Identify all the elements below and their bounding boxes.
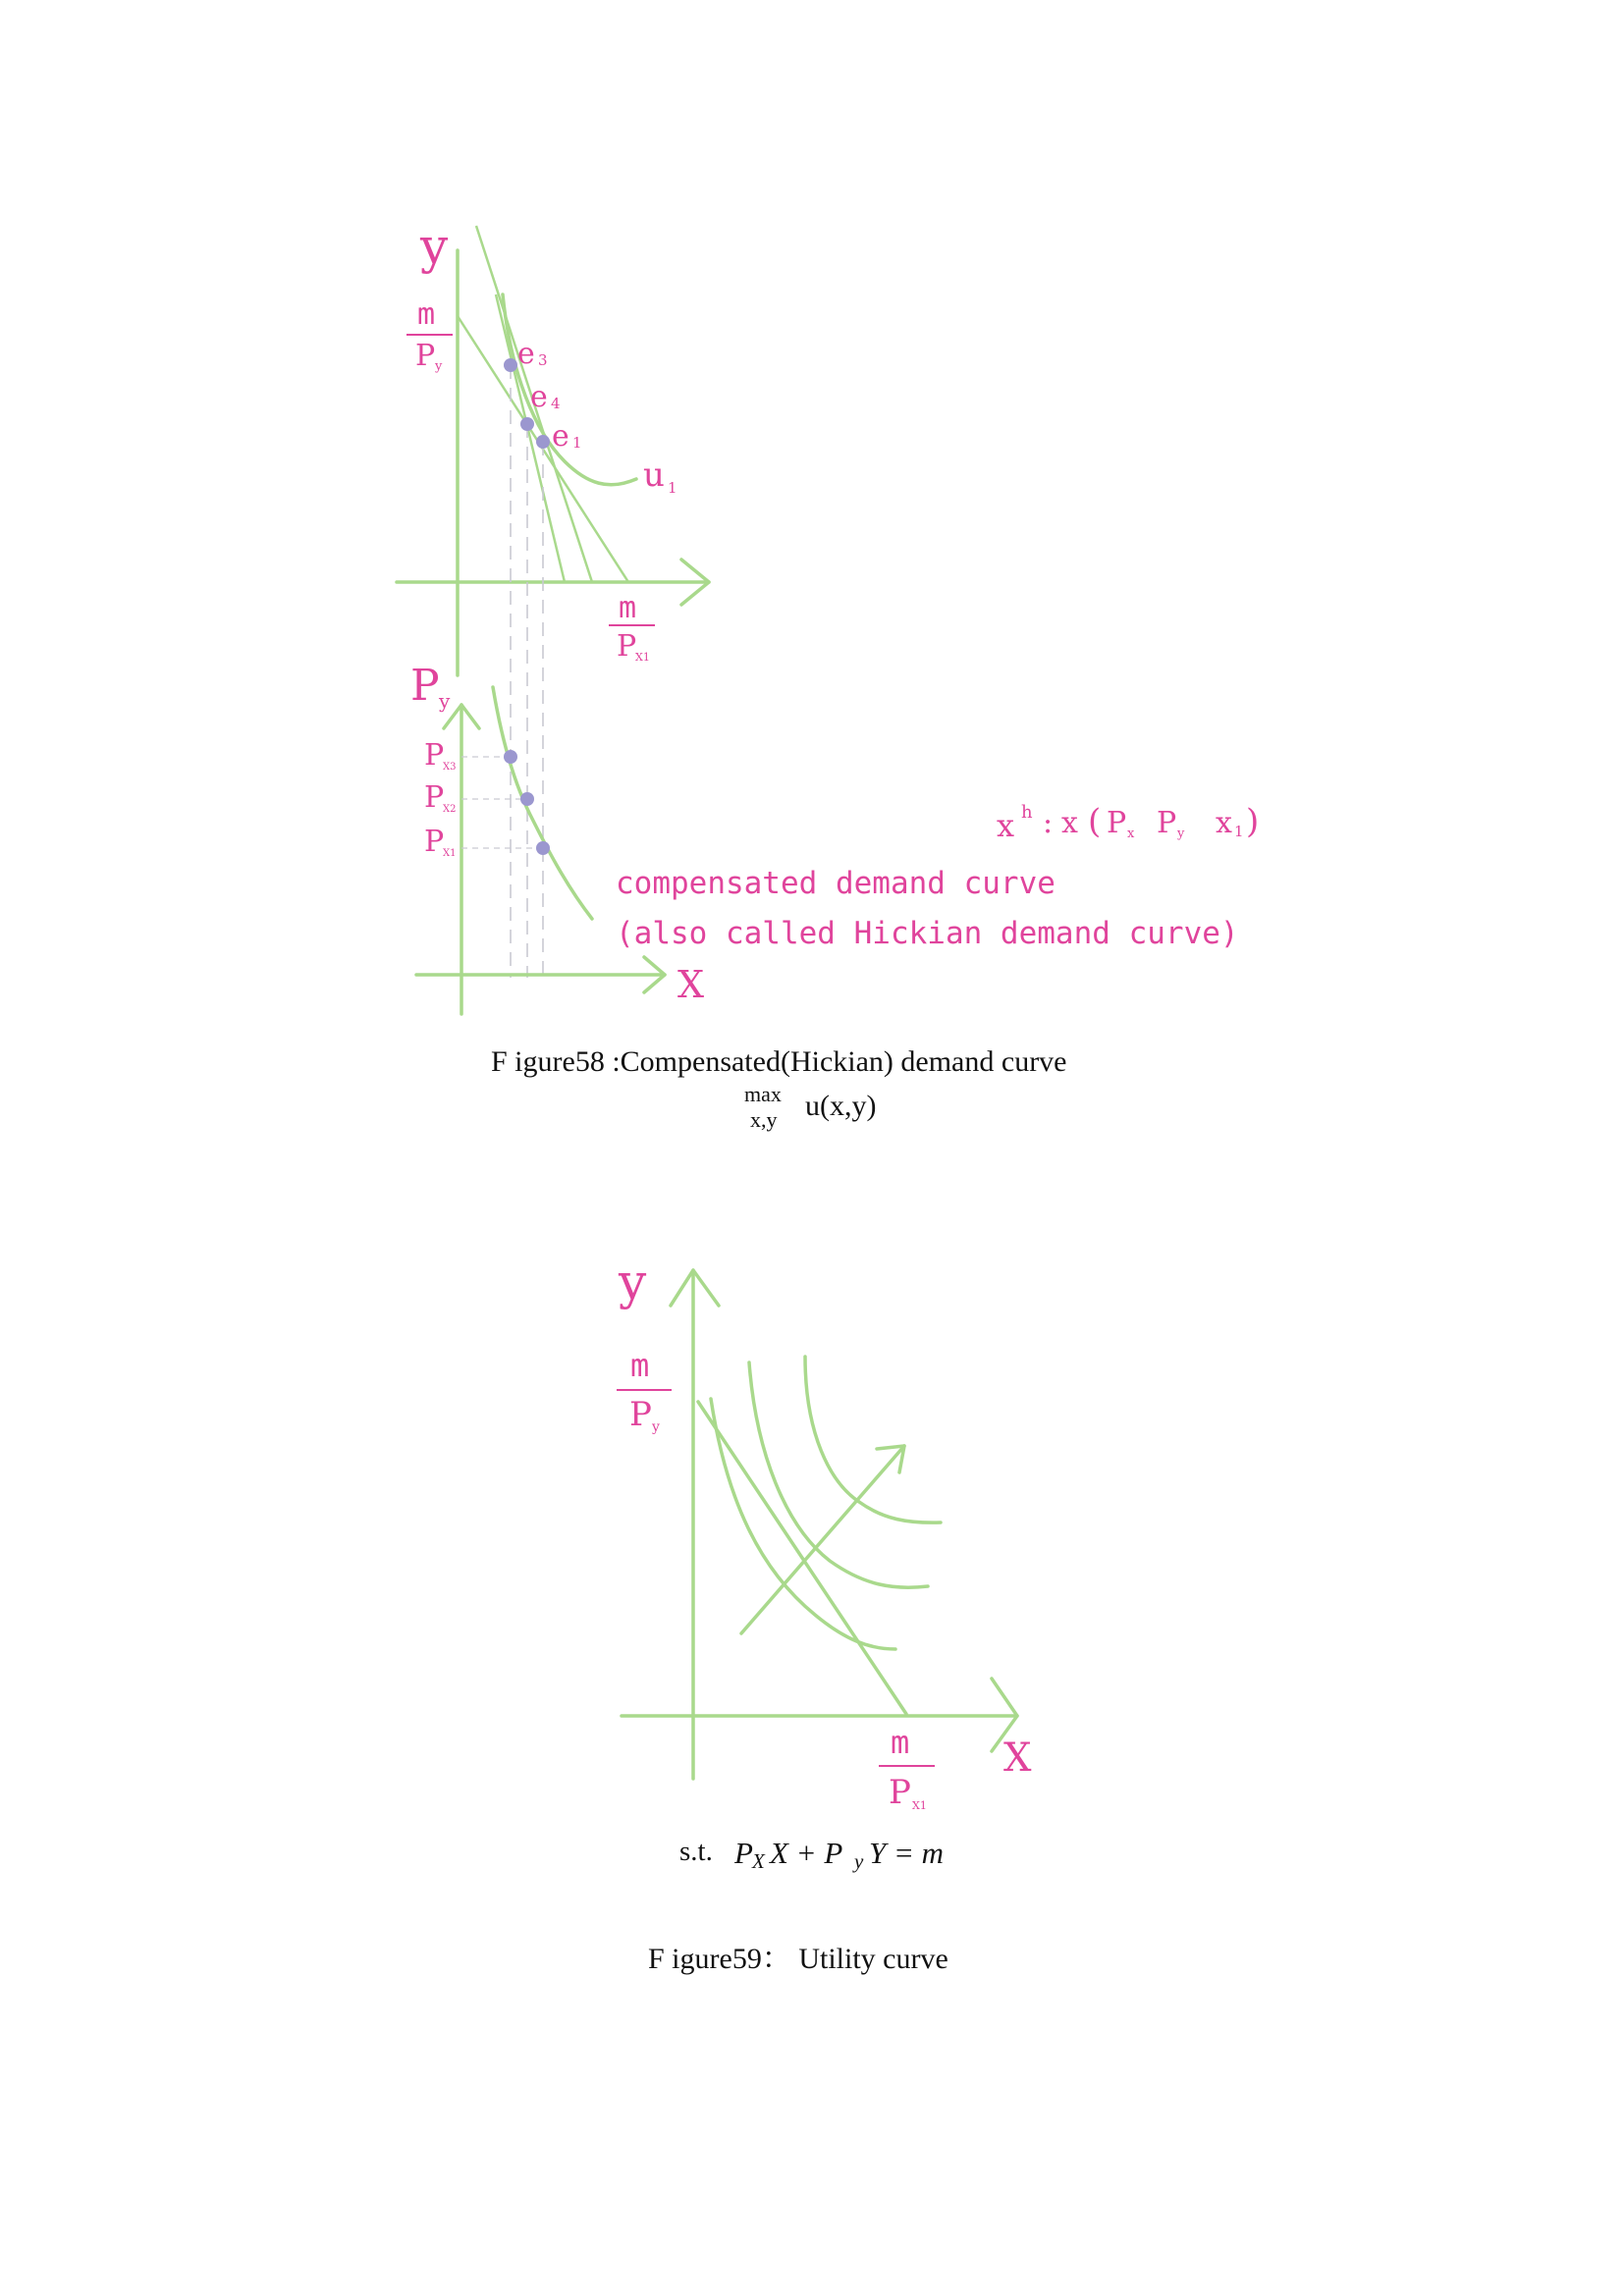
fig59-expansion-arrow [741,1446,904,1633]
fig58-px3-sub: X3 [443,762,457,773]
fig58-demand-point-3 [536,841,550,855]
utility-function: u(x,y) [805,1090,877,1122]
fig59-py-label: P [629,1395,652,1434]
fig58-formula-colon: : [1043,806,1054,840]
fig58-px3-label: P [424,738,445,773]
fig58-m-label: m [417,297,436,332]
fig58-px1-label: P [424,825,445,859]
fig58-point-e3 [504,358,517,372]
fig58-formula-py: P [1157,806,1177,840]
fig59-indifference-curve-2 [749,1362,928,1587]
fig59-px-sub: X1 [912,1799,927,1812]
fig58-formula-h: h [1021,802,1033,823]
fig58-py-axis-sub: y [439,689,451,713]
fig58-px1-sub: X1 [443,848,457,859]
fig59-m-label: m [630,1347,650,1384]
fig58-formula-open: ( [1088,802,1102,841]
fig58-formula-px-sub: x [1127,827,1135,841]
fig58-m-x-label: m [619,591,637,625]
fig58-e3-label: e [517,337,535,371]
fig58-formula-x: x [997,807,1015,844]
fig58-point-e4 [520,417,534,431]
fig59-m-x-label: m [891,1724,910,1761]
constraint-p1: P [734,1836,753,1870]
fig58-annotation-line1: compensated demand curve [616,866,1056,901]
fig59-y-label: y [619,1254,647,1310]
fig58-formula-close: ) [1246,802,1260,841]
max-operator: max [744,1082,782,1106]
fig58-formula-xfun: x [1061,806,1078,840]
fig58-indifference-curve-u1 [503,294,636,485]
constraint-mid: X + P [770,1836,843,1870]
fig59-py-sub: y [652,1419,660,1435]
fig58-px2-sub: X2 [443,804,457,815]
max-subscript: x,y [750,1107,778,1132]
fig58-py-axis-label: P [410,661,440,711]
fig58-formula-x1-sub: 1 [1234,823,1244,840]
fig58-e1-sub: 1 [572,434,582,452]
constraint-sub1: X [752,1849,765,1873]
fig58-e1-label: e [552,419,569,454]
fig58-formula-x1: x [1216,806,1232,840]
fig58-demand-point-1 [504,750,517,764]
figure59 [617,1254,1032,1812]
fig58-formula-py-sub: y [1177,827,1185,841]
fig58-u1-label: u [643,455,665,495]
fig59-indifference-curve-1 [711,1399,895,1649]
budget-constraint [679,1836,994,1883]
constraint-st: s.t. [679,1836,713,1867]
fig58-e3-sub: 3 [538,351,548,369]
fig58-px2-label: P [424,780,445,815]
max-expression [744,1082,921,1141]
figure58-caption: F igure58 :Compensated(Hickian) demand curve [491,1045,1067,1078]
fig58-px-sub: X1 [635,651,650,664]
fig58-x-axis-label: X [677,963,705,1006]
fig58-py-sub: y [435,359,443,374]
figure59-caption: F igure59： Utility curve [648,1943,948,1975]
fig58-px-label: P [617,629,637,664]
fig59-budget-line [698,1402,906,1714]
constraint-end: Y = m [869,1836,945,1870]
figure58 [397,218,1259,1014]
fig58-annotation-line2: (also called Hickian demand curve) [616,916,1239,951]
fig59-px-label: P [889,1773,911,1812]
fig59-x-label: X [1003,1735,1032,1781]
fig58-formula-px: P [1107,806,1127,840]
constraint-sub2: y [854,1849,864,1873]
fig58-py-label: P [415,339,436,373]
fig59-indifference-curve-3 [805,1357,941,1522]
fig58-demand-point-2 [520,792,534,806]
fig58-e4-label: e [530,380,548,414]
fig58-point-e1 [536,435,550,449]
fig58-u1-sub: 1 [668,479,677,497]
fig58-e4-sub: 4 [551,395,561,412]
fig58-y-label: y [420,218,449,275]
